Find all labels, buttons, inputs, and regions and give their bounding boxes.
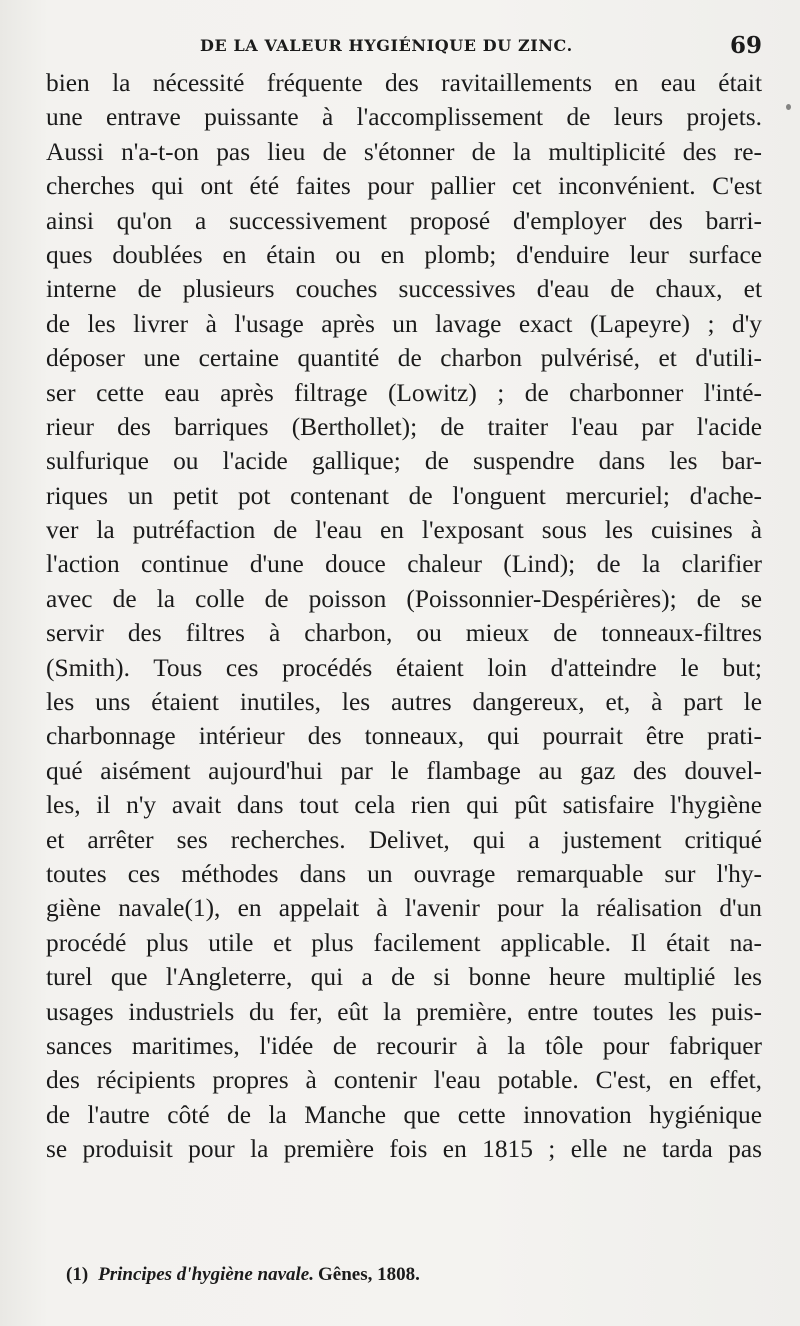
ink-speck	[786, 104, 791, 110]
text-line: sances maritimes, l'idée de recourir à la tôle pour fabriquer	[46, 1031, 762, 1060]
text-line: une entrave puissante à l'accomplissement de leurs projets.	[46, 103, 762, 132]
text-line: les uns étaient inutiles, les autres dangereux, et, à part le	[46, 688, 762, 717]
text-line: giène navale(1), en appelait à l'avenir pour la réalisation d'un	[46, 894, 762, 923]
text-line: ser cette eau après filtrage (Lowitz) ; de charbonner l'inté-	[46, 378, 762, 407]
footnote-marker: (1)	[66, 1264, 89, 1285]
text-line: bien la nécessité fréquente des ravitaillements en eau était	[46, 69, 762, 97]
text-line: ques doublées en étain ou en plomb; d'enduire leur surface	[46, 240, 762, 269]
text-line: procédé plus utile et plus facilement applicable. Il était na-	[46, 928, 762, 957]
text-line: des récipients propres à contenir l'eau potable. C'est, en effet,	[46, 1066, 762, 1095]
footnote-publication: Gênes, 1808.	[318, 1264, 420, 1285]
text-line: charbonnage intérieur des tonneaux, qui pourrait être prati-	[46, 722, 762, 751]
text-line: ainsi qu'on a successivement proposé d'employer des barri-	[46, 206, 762, 235]
text-line: déposer une certaine quantité de charbon pulvérisé, et d'utili-	[46, 344, 762, 373]
text-line: Aussi n'a-t-on pas lieu de s'étonner de la multiplicité des re-	[46, 137, 762, 166]
text-line: servir des filtres à charbon, ou mieux de tonneaux-filtres	[46, 619, 762, 648]
text-line: les, il n'y avait dans tout cela rien qui pût satisfaire l'hygiène	[46, 791, 762, 820]
page-number: 69	[730, 32, 763, 59]
body-text	[46, 66, 762, 1167]
text-line: qué aisément aujourd'hui par le flambage au gaz des douvel-	[46, 756, 762, 785]
text-line: se produisit pour la première fois en 1815 ; elle ne tarda pas	[46, 1135, 762, 1164]
footnote	[66, 1264, 420, 1286]
text-line: cherches qui ont été faites pour pallier cet inconvénient. C'est	[46, 172, 762, 201]
running-head: DE LA VALEUR HYGIÉNIQUE DU ZINC.	[200, 36, 573, 55]
text-line: avec de la colle de poisson (Poissonnier-Despérières); de se	[46, 584, 762, 613]
text-line: toutes ces méthodes dans un ouvrage remarquable sur l'hy-	[46, 859, 762, 888]
text-line: riques un petit pot contenant de l'onguent mercuriel; d'ache-	[46, 481, 762, 510]
text-line: de les livrer à l'usage après un lavage exact (Lapeyre) ; d'y	[46, 309, 762, 338]
text-line: rieur des barriques (Berthollet); de traiter l'eau par l'acide	[46, 412, 762, 441]
footnote-title: Principes d'hygiène navale.	[98, 1264, 314, 1285]
text-line: et arrêter ses recherches. Delivet, qui a justement critiqué	[46, 825, 762, 854]
text-line: interne de plusieurs couches successives d'eau de chaux, et	[46, 275, 762, 304]
text-line: de l'autre côté de la Manche que cette innovation hygiénique	[46, 1100, 762, 1129]
text-line: sulfurique ou l'acide gallique; de suspendre dans les bar-	[46, 447, 762, 476]
text-line: usages industriels du fer, eût la première, entre toutes les puis-	[46, 997, 762, 1026]
text-line: l'action continue d'une douce chaleur (Lind); de la clarifier	[46, 550, 762, 579]
page-header	[0, 32, 800, 66]
text-line: turel que l'Angleterre, qui a de si bonne heure multiplié les	[46, 963, 762, 992]
text-line: (Smith). Tous ces procédés étaient loin d'atteindre le but;	[46, 653, 762, 682]
text-line: ver la putréfaction de l'eau en l'exposant sous les cuisines à	[46, 516, 762, 545]
